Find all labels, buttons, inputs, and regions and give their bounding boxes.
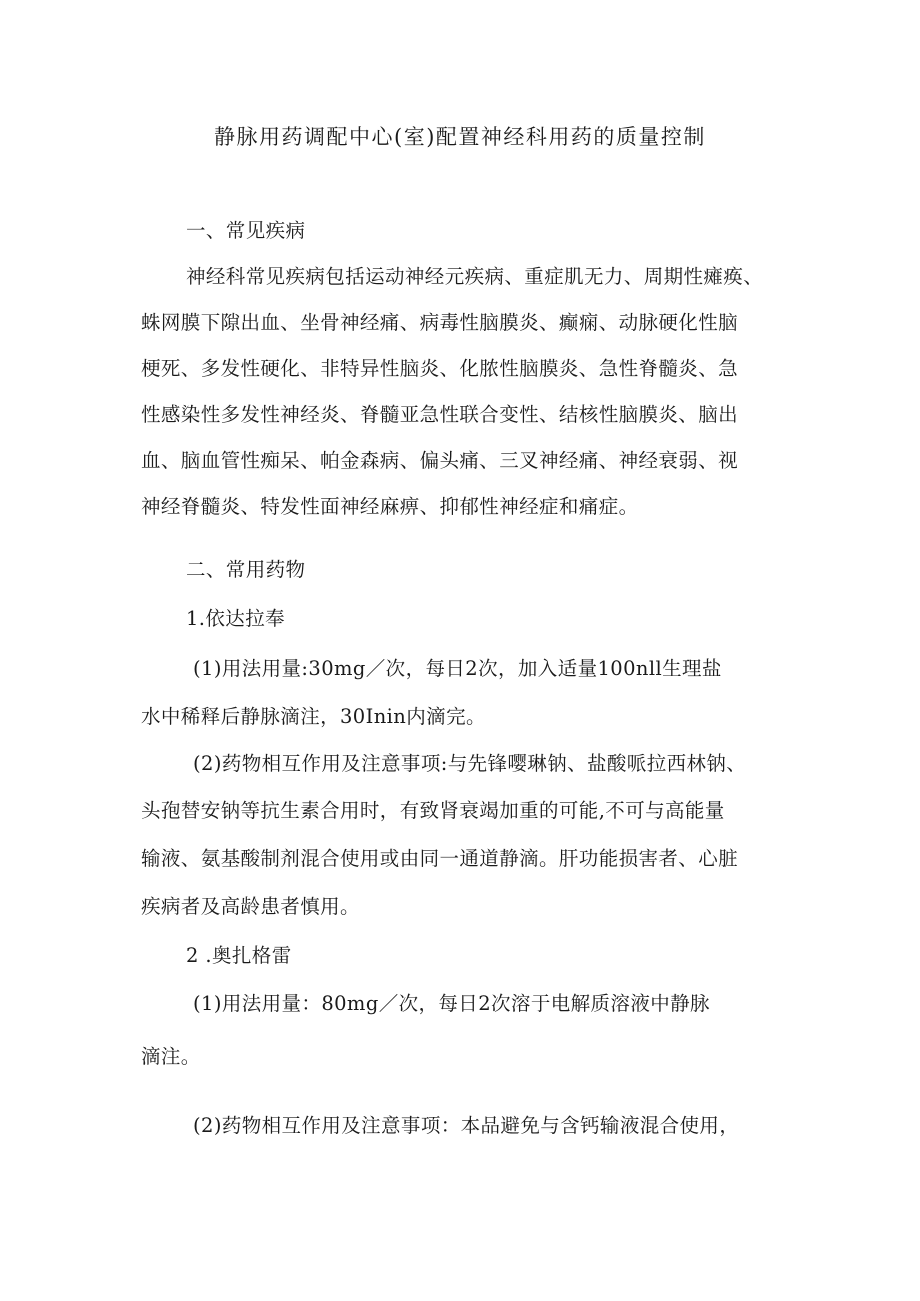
drug2-notes-line: (2)药物相互作用及注意事项：本品避免与含钙输液混合使用， [193,1114,740,1137]
paragraph-line: 性感染性多发性神经炎、脊髓亚急性联合变性、结核性脑膜炎、脑出 [141,403,739,426]
drug1-notes-line: 疾病者及高龄患者慎用。 [141,895,360,918]
drug1-notes-line: 输液、氨基酸制剂混合使用或由同一通道静滴。肝功能损害者、心脏 [141,847,739,870]
page-title: 静脉用药调配中心(室)配置神经科用药的质量控制 [214,125,706,149]
drug1-notes-line: (2)药物相互作用及注意事项:与先锋嘤琳钠、盐酸哌拉西林钠、 [193,752,747,775]
drug1-notes-line: 头孢替安钠等抗生素合用时，有致肾衰竭加重的可能,不可与高能量 [141,799,725,822]
drug2-dosage-line: 滴注。 [141,1045,201,1068]
section-heading-common-diseases: 一、常见疾病 [186,219,306,242]
drug-name-ozagrel: 2 .奥扎格雷 [186,944,292,967]
section-heading-common-drugs: 二、常用药物 [186,558,306,581]
paragraph-line: 神经脊髓炎、特发性面神经麻痹、抑郁性神经症和痛症。 [141,495,639,518]
drug1-dosage-line: 水中稀释后静脉滴注，30Inin内滴完。 [141,705,486,728]
drug1-dosage-line: (1)用法用量:30mg／次，每日2次，加入适量100nll生理盐 [193,657,722,680]
paragraph-line: 神经科常见疾病包括运动神经元疾病、重症肌无力、周期性瘫痪、 [186,265,764,288]
drug-name-edaravone: 1.依达拉奉 [186,607,286,630]
paragraph-line: 梗死、多发性硬化、非特异性脑炎、化脓性脑膜炎、急性脊髓炎、急 [141,357,739,380]
paragraph-line: 蛛网膜下隙出血、坐骨神经痛、病毒性脑膜炎、癫痫、动脉硬化性脑 [141,311,739,334]
paragraph-line: 血、脑血管性痴呆、帕金森病、偏头痛、三叉神经痛、神经衰弱、视 [141,449,739,472]
drug2-dosage-line: (1)用法用量：80mg／次，每日2次溶于电解质溶液中静脉 [193,992,710,1015]
